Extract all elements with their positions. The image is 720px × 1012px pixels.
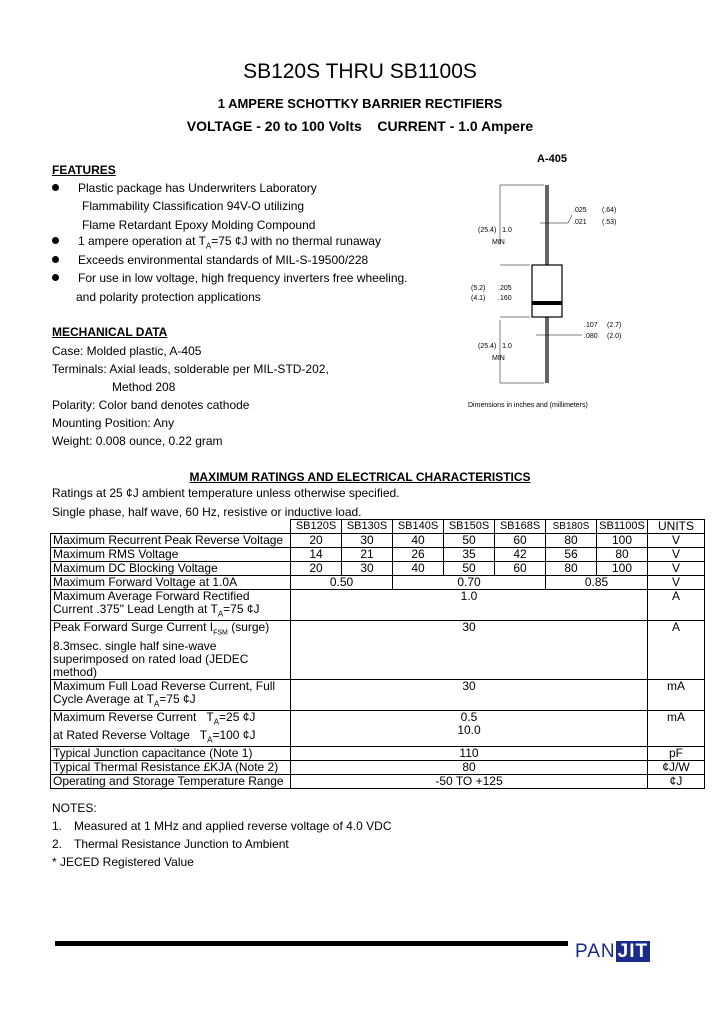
- unit-cell: A: [648, 590, 705, 621]
- row-label: Maximum Full Load Reverse Current, Full Cycle Average at $T_A=75$ ¢J: [51, 679, 291, 710]
- table-cell: 56: [546, 548, 597, 562]
- dim-label: .107: [584, 322, 598, 329]
- feature-item: and polarity protection applications: [76, 290, 261, 304]
- column-header: SB1100S: [597, 520, 648, 534]
- table-cell: 80: [597, 548, 648, 562]
- bullet-icon: [52, 184, 59, 191]
- package-name: A-405: [537, 153, 567, 165]
- dim-label: (.64): [602, 207, 617, 214]
- table-cell: 30: [342, 534, 393, 548]
- dim-label: (2.0): [607, 333, 622, 340]
- table-cell: 30: [291, 679, 648, 710]
- row-label: Maximum Average Forward Rectified Current .375" Lead Length at $T_A=75$ ¢J: [51, 590, 291, 621]
- notes-heading: NOTES:: [52, 801, 97, 815]
- feature-item: 1 ampere operation at $T_A=75$ ¢J with no thermal runaway: [78, 234, 381, 251]
- feature-item: For use in low voltage, high frequency inverters free wheeling.: [78, 271, 408, 285]
- footer-divider: [55, 941, 568, 946]
- table-row: [51, 534, 705, 548]
- note-item: Thermal Resistance Junction to Ambient: [74, 837, 289, 851]
- table-cell: 80: [291, 760, 648, 774]
- dim-label: .025: [573, 207, 587, 214]
- unit-cell: pF: [648, 746, 705, 760]
- row-label: Maximum Forward Voltage at 1.0A: [51, 576, 291, 590]
- unit-cell: V: [648, 576, 705, 590]
- table-cell: 14: [291, 548, 342, 562]
- unit-cell: V: [648, 562, 705, 576]
- row-label: Maximum Reverse Current $T_A=25$ ¢J at Rated Reverse Voltage $T_A=100$ ¢J: [51, 711, 291, 747]
- table-row: [51, 774, 705, 788]
- mech-line: Polarity: Color band denotes cathode: [52, 398, 250, 412]
- dim-label: .160: [498, 295, 512, 302]
- table-cell: 100: [597, 562, 648, 576]
- table-cell: 80: [546, 562, 597, 576]
- unit-cell: V: [648, 548, 705, 562]
- unit-cell: mA: [648, 679, 705, 710]
- table-cell: 0.50: [291, 576, 393, 590]
- unit-cell: A: [648, 621, 705, 679]
- unit-cell: ¢J/W: [648, 760, 705, 774]
- table-cell: 0.85: [546, 576, 648, 590]
- table-cell: 20: [291, 562, 342, 576]
- dim-label: .080: [584, 333, 598, 340]
- table-cell: 60: [495, 562, 546, 576]
- table-row: [51, 679, 705, 710]
- column-header: SB140S: [393, 520, 444, 534]
- product-subtitle: 1 AMPERE SCHOTTKY BARRIER RECTIFIERS: [217, 96, 503, 111]
- table-cell: 26: [393, 548, 444, 562]
- note-number: 1.: [52, 819, 63, 833]
- note-item: Measured at 1 MHz and applied reverse voltage of 4.0 VDC: [74, 819, 392, 833]
- dimensions-caption: Dimensions in inches and (millimeters): [468, 402, 588, 409]
- column-header: UNITS: [648, 520, 705, 534]
- dim-label: MIN: [492, 355, 505, 362]
- row-label: Maximum Recurrent Peak Reverse Voltage: [51, 534, 291, 548]
- table-cell: 0.70: [393, 576, 546, 590]
- column-header: SB130S: [342, 520, 393, 534]
- table-row: [51, 576, 705, 590]
- feature-item: Flammability Classification 94V-O utilizing: [82, 199, 305, 213]
- table-cell: 0.5 10.0: [291, 711, 648, 747]
- note-number: 2.: [52, 837, 63, 851]
- dim-label: (4.1): [471, 295, 486, 302]
- table-cell: 30: [342, 562, 393, 576]
- dim-label: (.53): [602, 219, 617, 226]
- table-cell: 60: [495, 534, 546, 548]
- bullet-icon: [52, 256, 59, 263]
- row-label: Maximum DC Blocking Voltage: [51, 562, 291, 576]
- mech-line: Mounting Position: Any: [52, 416, 175, 430]
- table-row: [51, 711, 705, 747]
- feature-item: Plastic package has Underwriters Laboratory: [78, 181, 317, 195]
- table-header-row: [51, 520, 705, 534]
- ratings-note: Ratings at 25 ¢J ambient temperature unless otherwise specified.: [52, 486, 400, 500]
- row-label: Typical Junction capacitance (Note 1): [51, 746, 291, 760]
- unit-cell: V: [648, 534, 705, 548]
- row-label: Operating and Storage Temperature Range: [51, 774, 291, 788]
- table-cell: 1.0: [291, 590, 648, 621]
- table-cell: 21: [342, 548, 393, 562]
- table-row: [51, 562, 705, 576]
- table-row: [51, 621, 705, 679]
- feature-item: Flame Retardant Epoxy Molding Compound: [82, 218, 316, 232]
- table-cell: 100: [597, 534, 648, 548]
- table-cell: 35: [444, 548, 495, 562]
- dim-label: .205: [498, 285, 512, 292]
- row-label: Typical Thermal Resistance £KJA (Note 2): [51, 760, 291, 774]
- table-cell: 110: [291, 746, 648, 760]
- page-title: SB120S THRU SB1100S: [243, 60, 477, 83]
- package-outline-diagram: [460, 165, 660, 390]
- bullet-icon: [52, 237, 59, 244]
- table-row: [51, 548, 705, 562]
- table-row: [51, 760, 705, 774]
- characteristics-table: [50, 519, 705, 789]
- row-label: Peak Forward Surge Current $I_{FSM}$ (surge) 8.3msec. single half sine-wave superimposed on rated load (JEDEC method): [51, 621, 291, 679]
- note-item: * JECED Registered Value: [52, 855, 194, 869]
- mech-line: Case: Molded plastic, A-405: [52, 344, 202, 358]
- table-cell: 50: [444, 562, 495, 576]
- row-label: Maximum RMS Voltage: [51, 548, 291, 562]
- unit-cell: mA: [648, 711, 705, 747]
- features-heading: FEATURES: [52, 163, 116, 177]
- ratings-subtitle: VOLTAGE - 20 to 100 Volts CURRENT - 1.0 Ampere: [186, 118, 534, 134]
- table-cell: -50 TO +125: [291, 774, 648, 788]
- dim-label: (5.2): [471, 285, 486, 292]
- table-row: [51, 746, 705, 760]
- ratings-heading: MAXIMUM RATINGS AND ELECTRICAL CHARACTERISTICS: [189, 470, 531, 484]
- ratings-note: Single phase, half wave, 60 Hz, resistive or inductive load.: [52, 505, 362, 519]
- unit-cell: ¢J: [648, 774, 705, 788]
- dim-label: (25.4) 1.0: [478, 227, 512, 234]
- dim-label: .021: [573, 219, 587, 226]
- mech-line: Weight: 0.008 ounce, 0.22 gram: [52, 434, 223, 448]
- table-cell: 40: [393, 534, 444, 548]
- dim-label: (2.7): [607, 322, 622, 329]
- bullet-icon: [52, 274, 59, 281]
- dim-label: MIN: [492, 239, 505, 246]
- table-cell: 20: [291, 534, 342, 548]
- column-header: SB168S: [495, 520, 546, 534]
- table-cell: 42: [495, 548, 546, 562]
- feature-item: Exceeds environmental standards of MIL-S-19500/228: [78, 253, 369, 267]
- table-row: [51, 590, 705, 621]
- mech-line: Terminals: Axial leads, solderable per MIL-STD-202,: [52, 362, 329, 376]
- panjit-logo: PAN JIT: [575, 941, 649, 962]
- table-cell: 40: [393, 562, 444, 576]
- table-cell: 50: [444, 534, 495, 548]
- dim-label: (25.4) 1.0: [478, 343, 512, 350]
- mech-line: Method 208: [112, 380, 176, 394]
- column-header: SB180S: [546, 520, 597, 534]
- table-cell: 80: [546, 534, 597, 548]
- column-header: SB150S: [444, 520, 495, 534]
- column-header: SB120S: [291, 520, 342, 534]
- mechanical-heading: MECHANICAL DATA: [52, 325, 168, 339]
- table-cell: 30: [291, 621, 648, 679]
